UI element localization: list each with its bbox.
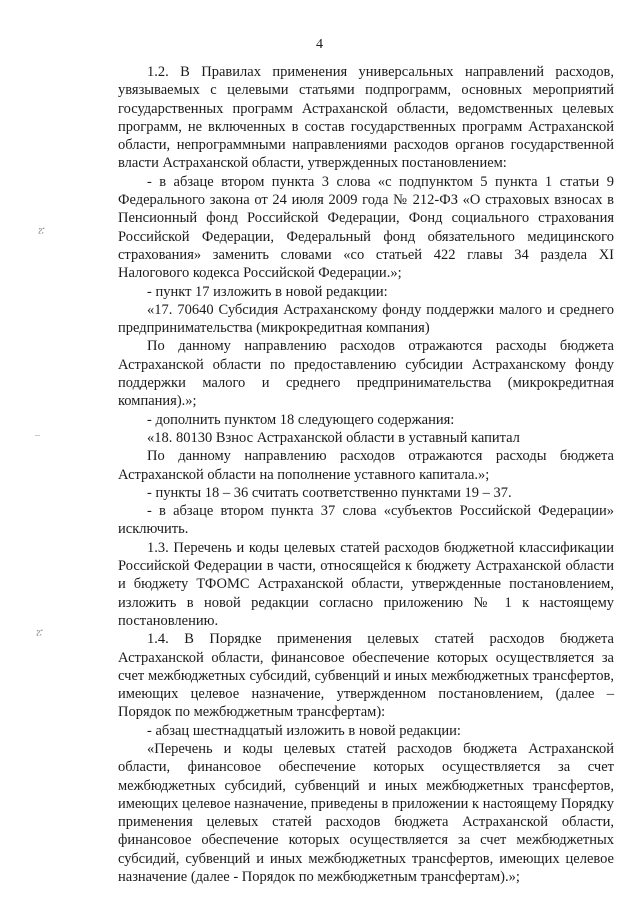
- paragraph: - пункты 18 – 36 считать соответственно пунктами 19 – 37.: [147, 484, 512, 501]
- paragraph: - пункт 17 изложить в новой редакции:: [147, 283, 388, 300]
- paragraph: «17. 70640 Субсидия Астраханскому фонду поддержки малого и среднего предпринимательства (микрокредитная компания): [118, 301, 614, 337]
- scan-mark-icon: ፘ: [36, 628, 43, 639]
- paragraph: - дополнить пунктом 18 следующего содержания:: [147, 411, 455, 428]
- paragraph: - в абзаце втором пункта 3 слова «с подпунктом 5 пункта 1 статьи 9 Федерального закона от 24 июля 2009 года № 212-ФЗ «О страховых взносах в Пенсионный фонд Российской Федерации, Фонд социального страхования Российской Федерации, Федеральный фонд обязательного медицинского страхования» заменить словами «со статьей 422 главы 34 раздела XI Налогового кодекса Российской Федерации.»;: [118, 173, 614, 282]
- scan-mark-icon: ፘ: [38, 226, 45, 237]
- document-body: [118, 63, 614, 886]
- paragraph: «Перечень и коды целевых статей расходов бюджета Астраханской области, финансовое обеспечение которых осуществляется за счет межбюджетных субсидий, субвенций и иных межбюджетных трансфертов, имеющих целевое назначение, приведены в приложении к настоящему Порядку применения целевых статей расходов бюджета Астраханской области, финансовое обеспечение которых осуществляется за счет межбюджетных субсидий, субвенций и иных межбюджетных трансфертов, имеющих целевое назначение (далее - Порядок по межбюджетным трансфертам).»;: [118, 740, 614, 886]
- paragraph: По данному направлению расходов отражаются расходы бюджета Астраханской области на пополнение уставного капитала.»;: [118, 448, 614, 483]
- paragraph: «18. 80130 Взнос Астраханской области в уставный капитал: [147, 429, 520, 446]
- paragraph: По данному направлению расходов отражаются расходы бюджета Астраханской области по предоставлению субсидии Астраханскому фонду поддержки малого и среднего предпринимательства (микрокредитная компания).»;: [118, 338, 614, 410]
- paragraph: 1.2. В Правилах применения универсальных направлений расходов, увязываемых с целевыми статьями подпрограмм, основных мероприятий государственных программ Астраханской области, ведомственных целевых программ, не включенных в состав государственных программ Астраханской области, непрограммными направлениями расходов органов государственной власти Астраханской области, утвержденных постановлением:: [118, 64, 614, 172]
- paragraph: 1.4. В Порядке применения целевых статей расходов бюджета Астраханской области, финансовое обеспечение которых осуществляется за счет межбюджетных субсидий, субвенций и иных межбюджетных трансфертов, имеющих целевое назначение, утвержденном постановлением, (далее – Порядок по межбюджетным трансфертам):: [118, 631, 614, 721]
- paragraph: 1.3. Перечень и коды целевых статей расходов бюджетной классификации Российской Федерации в части, относящейся к бюджету Астраханской области и бюджету ТФОМС Астраханской области, утвержденные постановлением, изложить в новой редакции согласно приложению № 1 к настоящему постановлению.: [118, 539, 614, 629]
- scan-mark-icon: –: [35, 430, 40, 441]
- paragraph: - абзац шестнадцатый изложить в новой редакции:: [147, 722, 461, 739]
- paragraph: - в абзаце втором пункта 37 слова «субъектов Российской Федерации» исключить.: [118, 503, 614, 538]
- page-number: 4: [316, 37, 323, 52]
